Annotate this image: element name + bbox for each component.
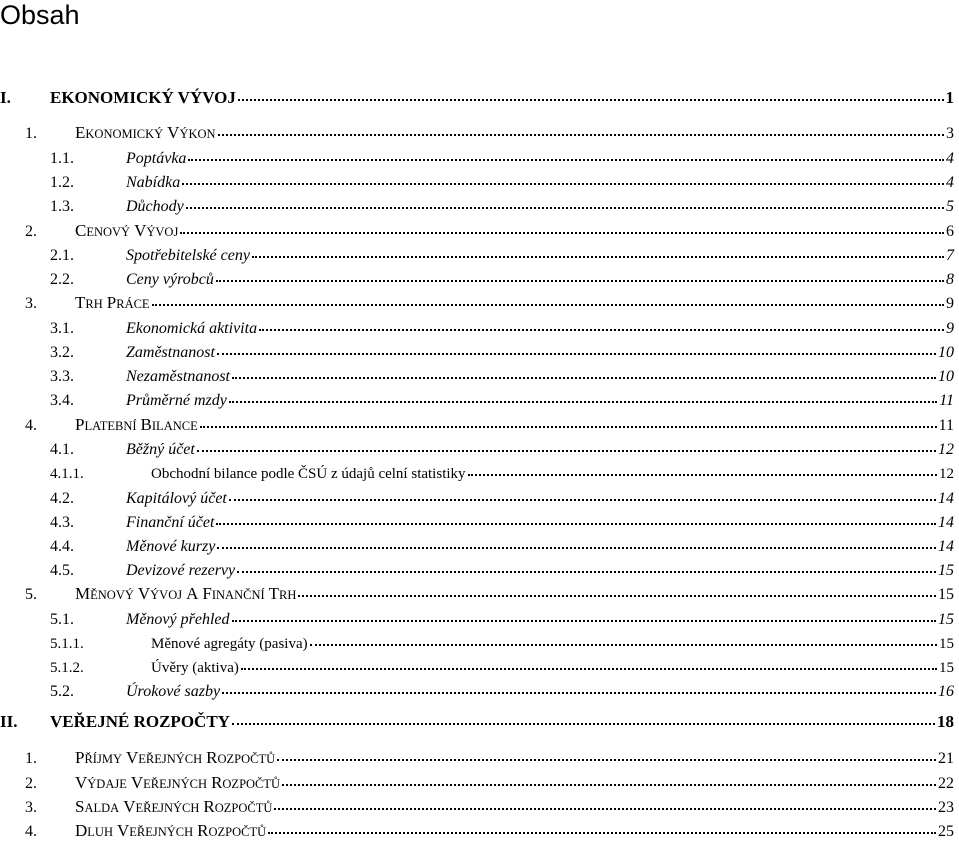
toc-entry-title: Ekonomická aktivita — [126, 320, 258, 337]
toc-entry-page-number: 23 — [938, 799, 954, 816]
toc-entry-number: 2.2. — [50, 271, 74, 288]
toc-entry-title: Nabídka — [126, 174, 181, 191]
toc-entry-page-number: 7 — [946, 247, 954, 264]
toc-entry-number: 4.5. — [50, 562, 74, 579]
toc-entry-number: 2.1. — [50, 247, 74, 264]
toc-entry[interactable] — [50, 510, 954, 534]
toc-entry-title: Měnový přehled — [126, 611, 230, 628]
toc-entry-number: II. — [0, 712, 18, 731]
toc-entry-title: VÝDAJE VEŘEJNÝCH ROZPOČTŮ — [75, 773, 281, 792]
toc-entry[interactable] — [50, 631, 954, 655]
dot-leader — [182, 168, 944, 185]
dot-leader — [468, 459, 937, 476]
dot-leader — [232, 708, 935, 725]
toc-entry-number: 2. — [25, 775, 37, 792]
toc-entry[interactable] — [50, 388, 954, 412]
toc-entry-number: I. — [0, 88, 11, 107]
toc-entry-page-number: 14 — [938, 514, 954, 531]
dot-leader — [197, 435, 936, 452]
toc-entry[interactable] — [50, 194, 954, 218]
dot-leader — [200, 411, 937, 428]
toc-entry[interactable] — [25, 219, 954, 243]
dot-leader — [152, 289, 944, 306]
dot-leader — [216, 508, 936, 525]
toc-entry[interactable] — [25, 795, 954, 819]
dot-leader — [180, 217, 944, 234]
toc-entry-title: VEŘEJNÉ ROZPOČTY — [50, 712, 230, 731]
toc-entry[interactable] — [50, 170, 954, 194]
toc-entry-title: Běžný účet — [126, 441, 195, 458]
toc-entry-title: Měnové kurzy — [126, 538, 216, 555]
toc-entry-page-number: 15 — [939, 660, 954, 676]
dot-leader — [217, 532, 936, 549]
toc-entry-number: 4.1. — [50, 441, 74, 458]
toc-entry[interactable] — [50, 437, 954, 461]
dot-leader — [232, 362, 936, 379]
toc-entry-title: Úrokové sazby — [126, 683, 221, 700]
toc-entry-page-number: 15 — [938, 611, 954, 628]
toc-entry-page-number: 1 — [945, 88, 954, 107]
toc-entry[interactable] — [0, 710, 954, 734]
toc-entry-title: CENOVÝ VÝVOJ — [75, 221, 179, 240]
dot-leader — [217, 338, 936, 355]
toc-entry-title: Spotřebitelské ceny — [126, 247, 250, 264]
toc-entry-number: 3. — [25, 295, 37, 312]
toc-entry-number: 5.1.1. — [50, 636, 84, 652]
toc-entry[interactable] — [50, 364, 954, 388]
dot-leader — [238, 84, 944, 101]
toc-entry-number: 3.4. — [50, 392, 74, 409]
toc-entry-title: Důchody — [126, 198, 184, 215]
toc-entry-number: 4. — [25, 417, 37, 434]
toc-entry-number: 5.1. — [50, 611, 74, 628]
toc-entry[interactable] — [50, 655, 954, 679]
toc-entry-number: 5.1.2. — [50, 660, 84, 676]
toc-entry-page-number: 10 — [938, 344, 954, 361]
toc-entry-page-number: 15 — [938, 586, 954, 603]
toc-entry-number: 1. — [25, 750, 37, 767]
toc-entry-page-number: 14 — [938, 538, 954, 555]
toc-entry-title: MĚNOVÝ VÝVOJ A FINANČNÍ TRH — [75, 584, 297, 603]
toc-entry-page-number: 25 — [938, 823, 954, 840]
toc-entry-page-number: 15 — [938, 562, 954, 579]
toc-entry-title: EKONOMICKÝ VÝKON — [75, 123, 216, 142]
dot-leader — [259, 314, 944, 331]
toc-entry[interactable] — [25, 771, 954, 795]
toc-entry-page-number: 14 — [938, 490, 954, 507]
toc-entry-number: 5.2. — [50, 683, 74, 700]
toc-entry[interactable] — [50, 534, 954, 558]
toc-entry-page-number: 4 — [946, 174, 954, 191]
toc-entry-title: DLUH VEŘEJNÝCH ROZPOČTŮ — [75, 821, 267, 840]
dot-leader — [252, 241, 944, 258]
dot-leader — [268, 817, 936, 834]
dot-leader — [232, 605, 936, 622]
toc-entry-number: 5. — [25, 586, 37, 603]
toc-entry[interactable] — [50, 486, 954, 510]
dot-leader — [229, 386, 937, 403]
toc-entry-title: Průměrné mzdy — [126, 392, 227, 409]
toc-entry-number: 3. — [25, 799, 37, 816]
toc-entry[interactable] — [25, 413, 954, 437]
toc-entry-number: 1.2. — [50, 174, 74, 191]
toc-entry-title: Obchodní bilance podle ČSÚ z údajů celní statistiky — [151, 466, 466, 482]
toc-entry[interactable] — [25, 291, 954, 315]
dot-leader — [237, 556, 936, 573]
toc-entry-title: Poptávka — [126, 150, 187, 167]
toc-entry-page-number: 22 — [938, 775, 954, 792]
toc-entry-title: PŘÍJMY VEŘEJNÝCH ROZPOČTŮ — [75, 748, 276, 767]
dot-leader — [218, 119, 944, 136]
page-title: Obsah — [0, 0, 80, 30]
toc-entry-page-number: 21 — [938, 750, 954, 767]
toc-entry[interactable] — [50, 146, 954, 170]
toc-entry-number: 4.1.1. — [50, 466, 84, 482]
toc-entry[interactable] — [50, 461, 954, 485]
toc-entry-page-number: 5 — [946, 198, 954, 215]
toc-entry-number: 3.1. — [50, 320, 74, 337]
toc-entry-title: Nezaměstnanost — [126, 368, 230, 385]
toc-entry[interactable] — [50, 316, 954, 340]
toc-entry-title: Zaměstnanost — [126, 344, 215, 361]
toc-entry-page-number: 12 — [938, 441, 954, 458]
dot-leader — [216, 265, 944, 282]
toc-entry-title: TRH PRÁCE — [75, 293, 150, 312]
toc-entry-title: SALDA VEŘEJNÝCH ROZPOČTŮ — [75, 797, 273, 816]
toc-entry-number: 3.3. — [50, 368, 74, 385]
toc-entry-number: 1. — [25, 125, 37, 142]
toc-entry-title: EKONOMICKÝ VÝVOJ — [50, 88, 236, 107]
toc-entry[interactable] — [25, 582, 954, 606]
toc-entry-page-number: 9 — [946, 295, 954, 312]
toc-entry-page-number: 8 — [946, 271, 954, 288]
toc-entry-title: Měnové agregáty (pasiva) — [151, 636, 308, 652]
toc-entry-page-number: 11 — [938, 417, 954, 434]
dot-leader — [222, 677, 936, 694]
toc-entry-number: 4.2. — [50, 490, 74, 507]
toc-entry[interactable] — [50, 340, 954, 364]
toc-entry-page-number: 11 — [939, 392, 954, 409]
toc-entry-page-number: 15 — [939, 636, 954, 652]
toc-entry[interactable] — [50, 267, 954, 291]
toc-entry-page-number: 9 — [946, 320, 954, 337]
toc-entry-title: Ceny výrobců — [126, 271, 214, 288]
dot-leader — [241, 653, 937, 670]
dot-leader — [274, 793, 936, 810]
dot-leader — [186, 192, 944, 209]
toc-entry[interactable] — [25, 819, 954, 843]
toc-entry-page-number: 4 — [946, 150, 954, 167]
toc-entry[interactable] — [50, 679, 954, 703]
toc-entry-number: 4.3. — [50, 514, 74, 531]
dot-leader — [229, 484, 936, 501]
dot-leader — [277, 744, 936, 761]
toc-entry-number: 1.3. — [50, 198, 74, 215]
toc-entry-title: PLATEBNÍ BILANCE — [75, 415, 198, 434]
dot-leader — [282, 769, 936, 786]
toc-entry[interactable] — [50, 607, 954, 631]
toc-entry-title: Úvěry (aktiva) — [151, 660, 239, 676]
toc-entry-page-number: 12 — [939, 466, 954, 482]
toc-entry-page-number: 3 — [946, 125, 954, 142]
toc-entry-page-number: 6 — [946, 223, 954, 240]
toc-entry[interactable] — [50, 243, 954, 267]
toc-entry[interactable] — [25, 746, 954, 770]
toc-entry-page-number: 16 — [938, 683, 954, 700]
toc-entry-title: Finanční účet — [126, 514, 215, 531]
toc-entry[interactable] — [50, 558, 954, 582]
toc-entry-title: Devizové rezervy — [126, 562, 236, 579]
toc-entry-page-number: 18 — [937, 712, 954, 731]
toc-entry-number: 2. — [25, 223, 37, 240]
toc-entry-number: 4. — [25, 823, 37, 840]
toc-entry[interactable] — [25, 121, 954, 145]
dot-leader — [298, 580, 936, 597]
toc-entry-number: 4.4. — [50, 538, 74, 555]
toc-entry-number: 1.1. — [50, 150, 74, 167]
dot-leader — [310, 629, 937, 646]
toc-entry-number: 3.2. — [50, 344, 74, 361]
toc-entry-title: Kapitálový účet — [126, 490, 227, 507]
dot-leader — [188, 144, 944, 161]
toc-entry[interactable] — [0, 86, 954, 110]
toc-entry-page-number: 10 — [938, 368, 954, 385]
